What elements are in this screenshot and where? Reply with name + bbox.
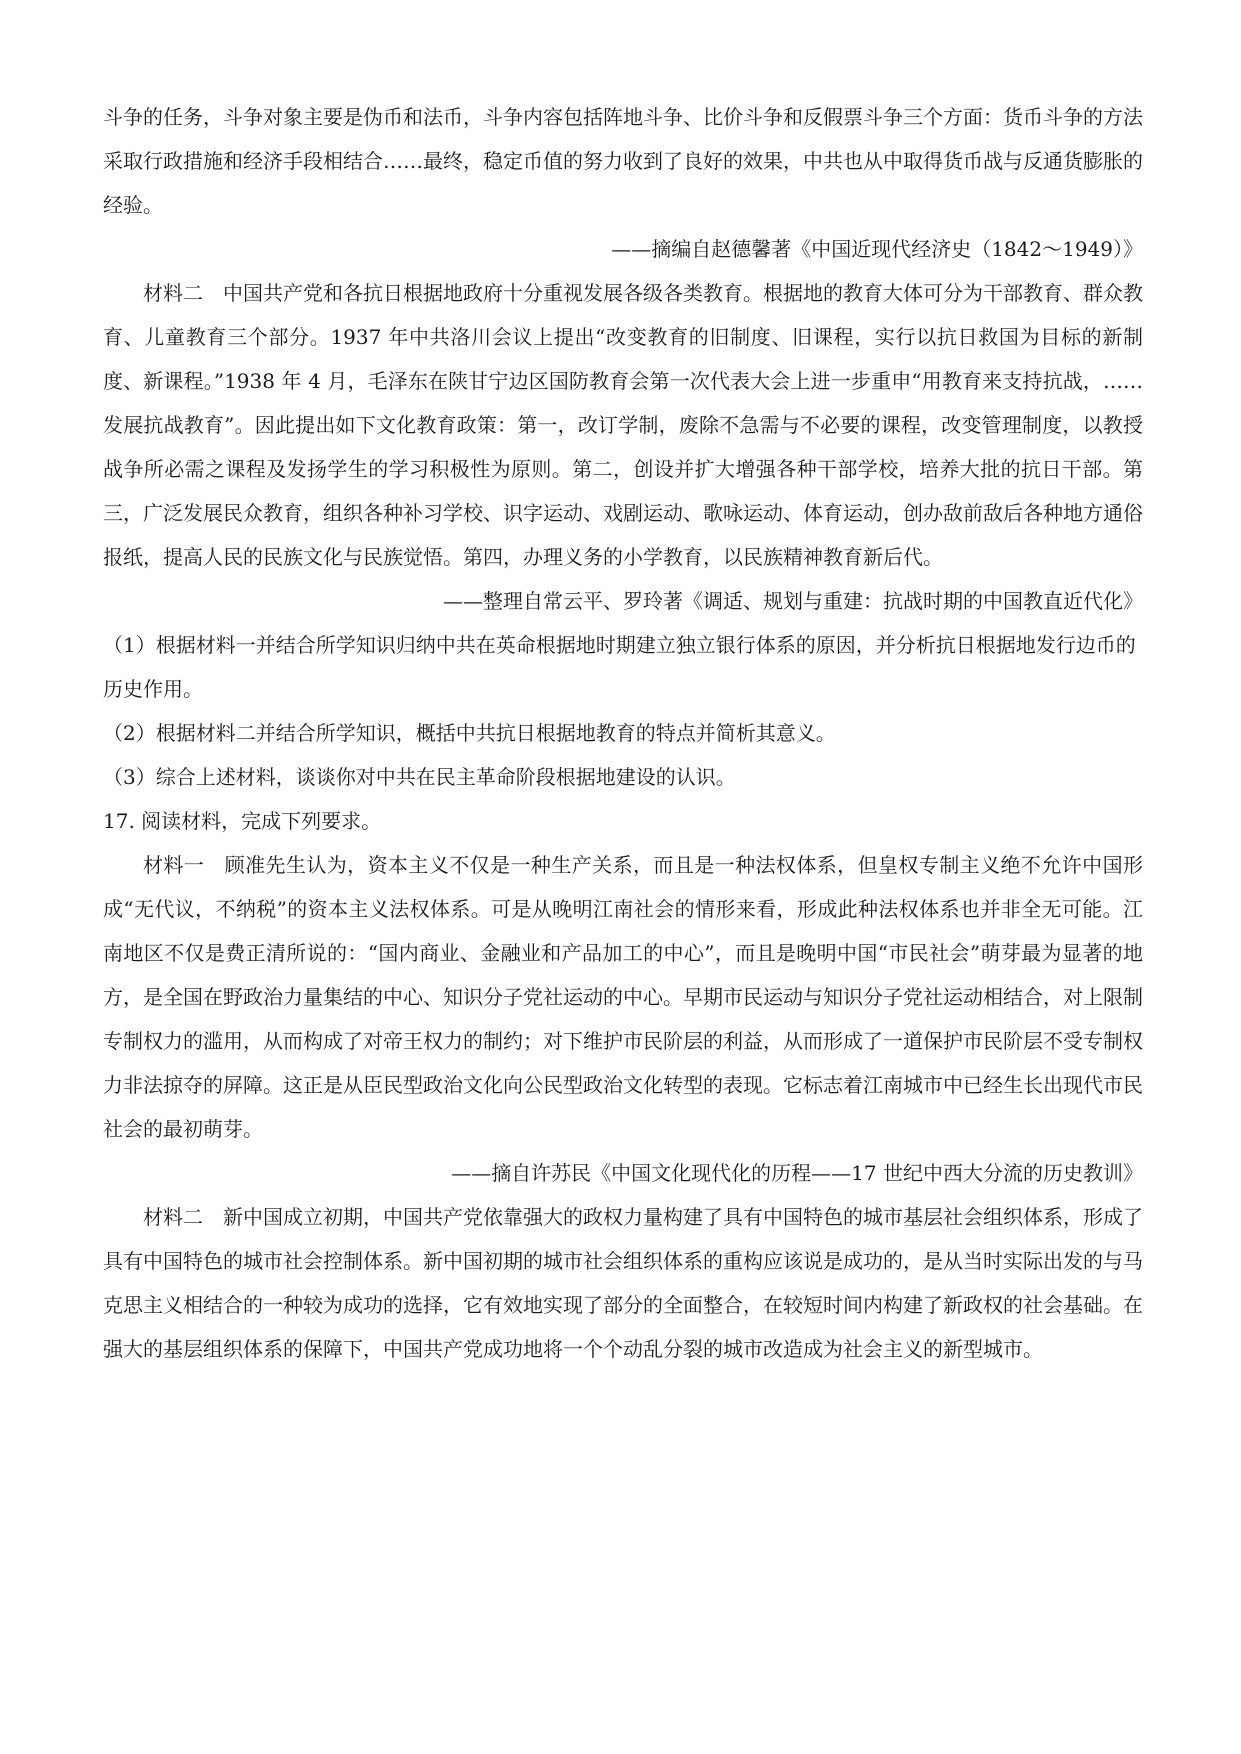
source-citation-1: ——摘编自赵德馨著《中国近现代经济史（1842～1949）》	[611, 237, 1143, 261]
q17-material-1: 材料一 顾准先生认为，资本主义不仅是一种生产关系，而且是一种法权体系，但皇权专制主义绝不允许中国形成“无代议，不纳税”的资本主义法权体系。可是从晚明江南社会的情形来看，形成此种法权体系也并非全无可能。江南地区不仅是费正清所说的：“国内商业、金融业和产品加工的中心”，而且是晚明中国“市民社会”萌芽最为显著的地方，是全国在野政治力量集结的中心、知识分子党社运动的中心。早期市民运动与知识分子党社运动相结合，对上限制专制权力的滥用，从而构成了对帝王权力的制约；对下维护市民阶层的利益，从而形成了一道保护市民阶层不受专制权力非法掠夺的屏障。这正是从臣民型政治文化向公民型政治文化转型的表现。它标志着江南城市中已经生长出现代市民社会的最初萌芽。	[103, 853, 1143, 1141]
document-page	[103, 95, 1143, 1371]
question-3: （3）综合上述材料，谈谈你对中共在民主革命阶段根据地建设的认识。	[103, 765, 736, 789]
question-1: （1）根据材料一并结合所学知识归纳中共在英命根据地时期建立独立银行体系的原因，并分析抗日根据地发行边币的历史作用。	[103, 633, 1136, 701]
material-2-paragraph: 材料二 中国共产党和各抗日根据地政府十分重视发展各级各类教育。根据地的教育大体可分为干部教育、群众教育、儿童教育三个部分。1937 年中共洛川会议上提出“改变教育的旧制度、旧课程，实行以抗日救国为目标的新制度、新课程。”1938 年 4 月，毛泽东在陕甘宁边区国防教育会第一次代表大会上进一步重申“用教育来支持抗战，……发展抗战教育”。因此提出如下文化教育政策：第一，改订学制，废除不急需与不必要的课程，改变管理制度，以教授战争所必需之课程及发扬学生的学习积极性为原则。第二，创设并扩大增强各种干部学校，培养大批的抗日干部。第三，广泛发展民众教育，组织各种补习学校、识字运动、戏剧运动、歌咏运动、体育运动，创办敌前敌后各种地方通俗报纸，提高人民的民族文化与民族觉悟。第四，办理义务的小学教育，以民族精神教育新后代。	[103, 281, 1143, 569]
question-17-heading: 17. 阅读材料，完成下列要求。	[103, 809, 382, 833]
source-citation-2: ——整理自常云平、罗玲著《调适、规划与重建：抗战时期的中国教直近代化》	[443, 589, 1143, 613]
q17-material-2: 材料二 新中国成立初期，中国共产党依靠强大的政权力量构建了具有中国特色的城市基层社会组织体系，形成了具有中国特色的城市社会控制体系。新中国初期的城市社会组织体系的重构应该说是成功的，是从当时实际出发的与马克思主义相结合的一种较为成功的选择，它有效地实现了部分的全面整合，在较短时间内构建了新政权的社会基础。在强大的基层组织体系的保障下，中国共产党成功地将一个个动乱分裂的城市改造成为社会主义的新型城市。	[103, 1205, 1143, 1361]
material-1-continuation: 斗争的任务，斗争对象主要是伪币和法币，斗争内容包括阵地斗争、比价斗争和反假票斗争三个方面：货币斗争的方法采取行政措施和经济手段相结合……最终，稳定币值的努力收到了良好的效果，中共也从中取得货币战与反通货膨胀的经验。	[103, 105, 1143, 217]
source-citation-3: ——摘自许苏民《中国文化现代化的历程——17 世纪中西大分流的历史教训》	[451, 1161, 1143, 1185]
question-2: （2）根据材料二并结合所学知识，概括中共抗日根据地教育的特点并简析其意义。	[103, 721, 836, 745]
